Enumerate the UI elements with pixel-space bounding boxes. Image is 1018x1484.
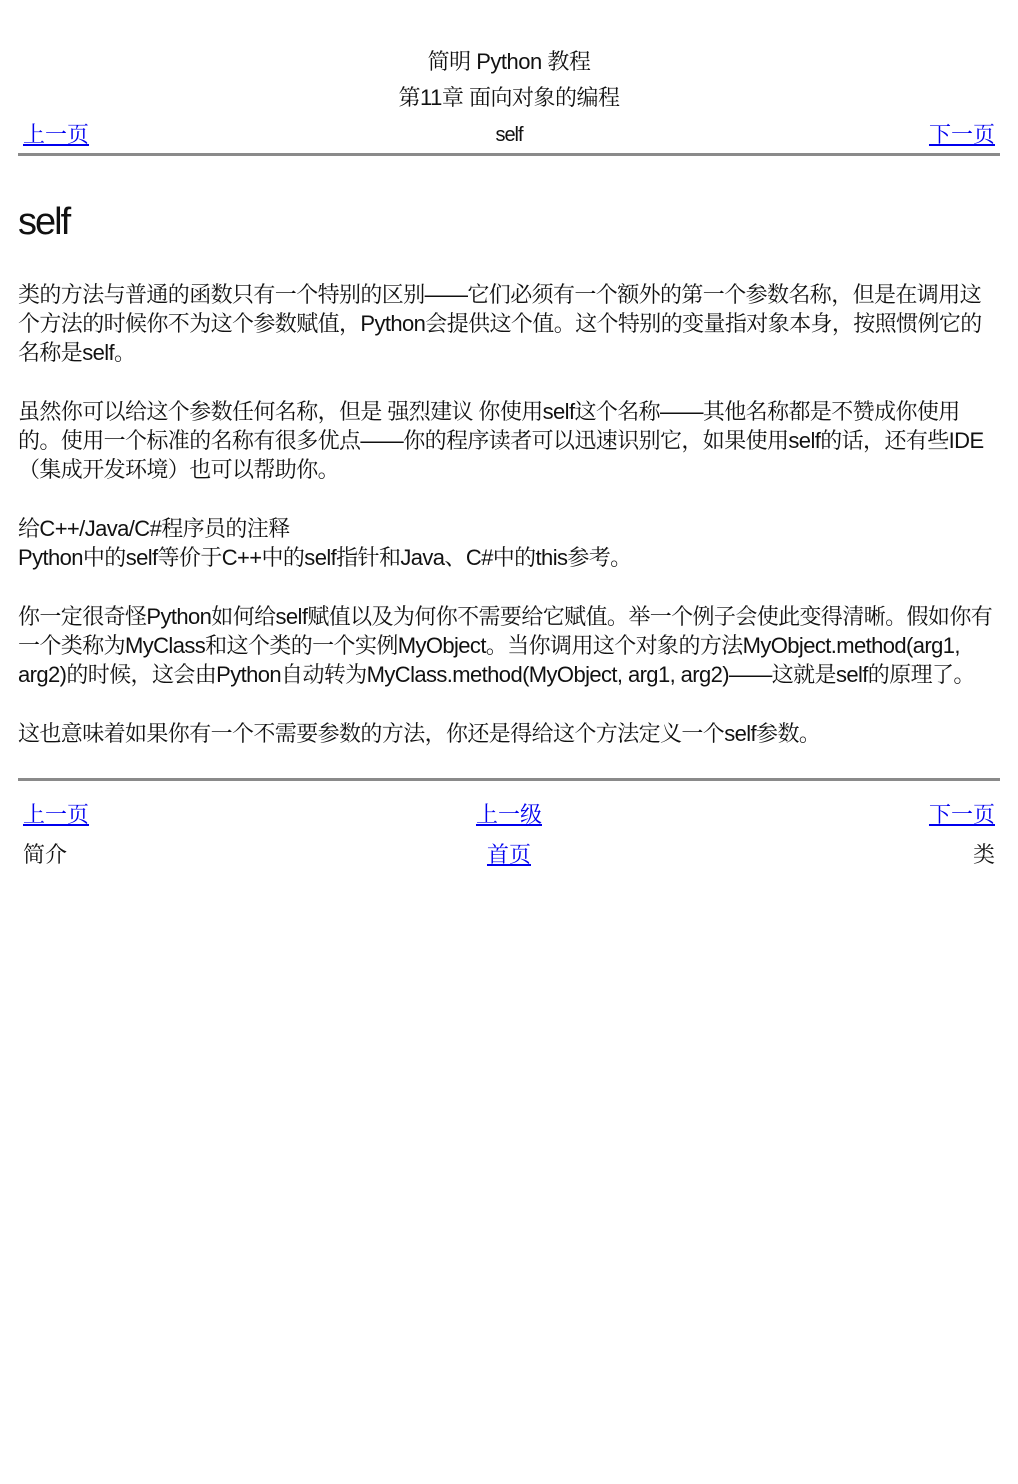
paragraph-2: 虽然你可以给这个参数任何名称，但是 强烈建议 你使用self这个名称——其他名称都是不赞成你使用的。使用一个标准的名称有很多优点——你的程序读者可以迅速识别它，如果使用self的话，还有些IDE（集成开发环境）也可以帮助你。: [18, 399, 984, 482]
header-prev-link[interactable]: 上一页: [23, 121, 90, 147]
header-prev-cell: [23, 117, 347, 153]
footer-navigation: [18, 795, 1000, 875]
footer-next-cell: [671, 795, 995, 835]
header-current-cell: [347, 116, 671, 153]
footer-nav-row-links: [18, 795, 1000, 835]
paragraph-1: 类的方法与普通的函数只有一个特别的区别——它们必须有一个额外的第一个参数名称，但是在调用这个方法的时候你不为这个参数赋值，Python会提供这个值。这个特别的变量指对象本身，按照惯例它的名称是self。: [18, 282, 982, 365]
paragraph-3: 你一定很奇怪Python如何给self赋值以及为何你不需要给它赋值。举一个例子会使此变得清晰。假如你有一个类称为MyClass和这个类的一个实例MyObject。当你调用这个对象的方法MyObject.method(arg1, arg2)的时候，这会由Python自动转为MyClass.method(MyObject, arg1, arg2)——这就是self的原理了。: [18, 604, 993, 687]
footer-prev-cell: [23, 795, 347, 835]
paragraph-4: 这也意味着如果你有一个不需要参数的方法，你还是得给这个方法定义一个self参数。: [18, 721, 821, 746]
header-navigation: [18, 44, 1000, 153]
footer-home-link[interactable]: 首页: [486, 842, 531, 867]
header-next-link[interactable]: 下一页: [928, 121, 995, 147]
chapter-title: 第11章 面向对象的编程: [398, 85, 620, 110]
footer-prev-title-cell: [23, 835, 347, 875]
footer-up-cell: [347, 795, 671, 835]
header-nav-row: [18, 116, 1000, 153]
header-next-cell: [671, 117, 995, 153]
page: [0, 44, 1018, 875]
footer-up-link[interactable]: 上一级: [475, 802, 542, 827]
footer-next-link[interactable]: 下一页: [928, 802, 995, 827]
footer-next-title: 类: [972, 842, 995, 867]
current-section-label: self: [495, 124, 523, 146]
footer-prev-link[interactable]: 上一页: [23, 802, 90, 827]
note-title: 给C++/Java/C#程序员的注释: [18, 516, 290, 541]
header-divider: [18, 153, 1000, 156]
programmer-note: [18, 514, 1000, 572]
footer-prev-title: 简介: [23, 842, 68, 867]
note-body: Python中的self等价于C++中的self指针和Java、C#中的this参考。: [18, 545, 632, 570]
footer-nav-row-titles: [18, 835, 1000, 875]
footer-divider: [18, 778, 1000, 781]
footer-home-cell: [347, 835, 671, 875]
section-heading: self: [18, 201, 70, 243]
footer-next-title-cell: [671, 835, 995, 875]
book-title: 简明 Python 教程: [427, 49, 591, 74]
